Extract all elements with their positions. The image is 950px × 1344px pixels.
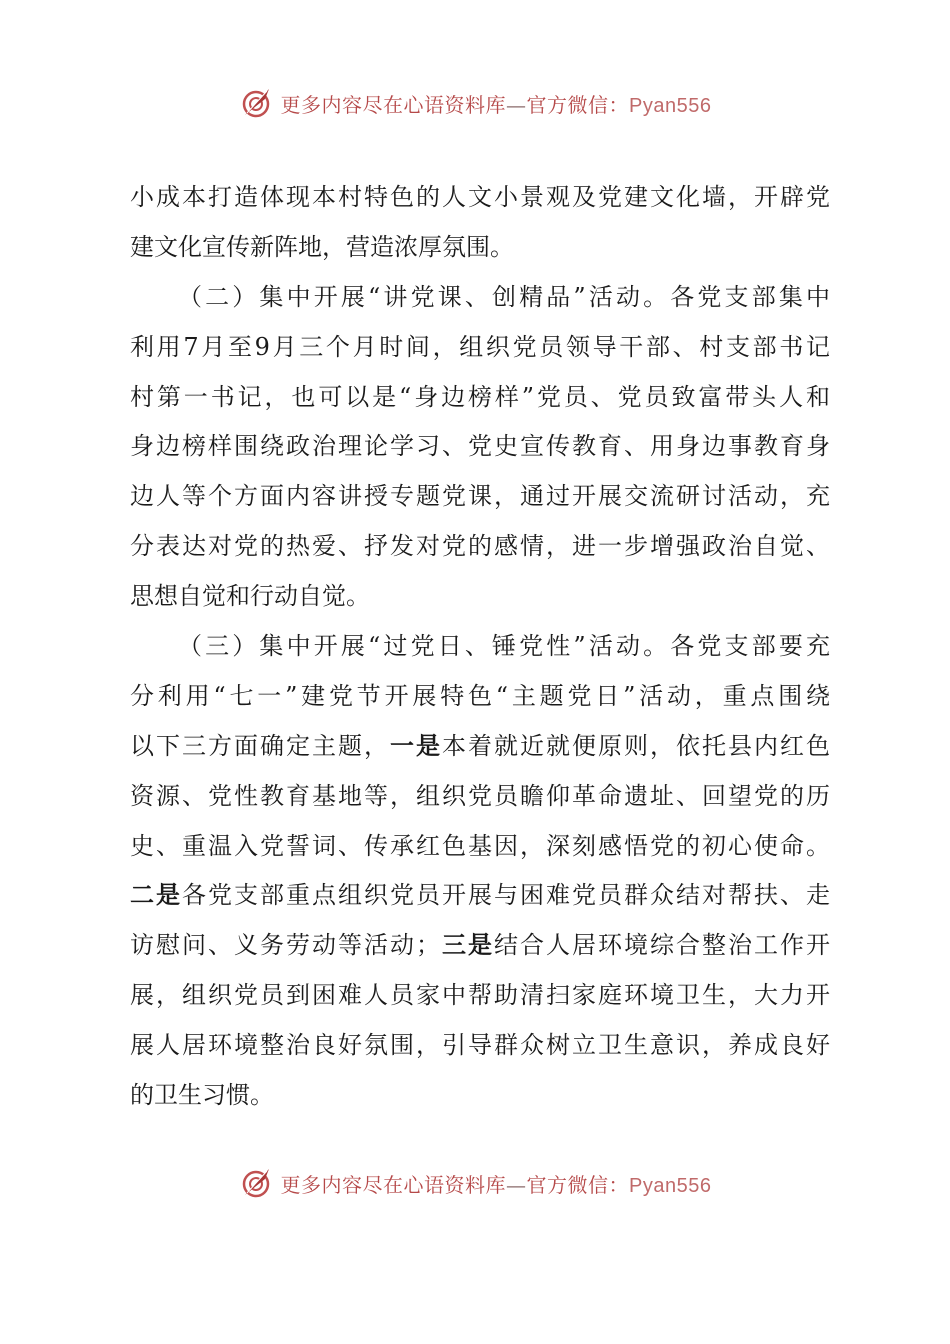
text-line: 分利用“七一”建党节开展特色“主题党日”活动，重点围绕 bbox=[130, 681, 830, 710]
text-segment: 以下三方面确定主题， bbox=[130, 731, 390, 760]
emphasis-first: 一是 bbox=[390, 731, 442, 760]
text-line: 展，组织党员到困难人员家中帮助清扫家庭环境卫生，大力开 bbox=[130, 981, 830, 1010]
footer-banner-text bbox=[281, 1169, 712, 1198]
text-line: 展人居环境整治良好氛围，引导群众树立卫生意识，养成良好 bbox=[130, 1031, 830, 1060]
text-line: 史、重温入党誓词、传承红色基因，深刻感悟党的初心使命。 bbox=[130, 831, 830, 860]
header-banner-wechat-label: 官方微信： bbox=[526, 92, 630, 117]
text-line: （三）集中开展“过党日、锤党性”活动。各党支部要充 bbox=[178, 632, 830, 661]
text-line: 小成本打造体现本村特色的人文小景观及党建文化墙，开辟党 bbox=[130, 183, 830, 211]
header-banner-separator: — bbox=[506, 92, 527, 117]
emphasis-second: 二是 bbox=[130, 881, 182, 910]
quill-logo-icon bbox=[239, 85, 275, 121]
text-segment: 访慰问、义务劳动等活动； bbox=[130, 931, 440, 960]
text-line bbox=[130, 871, 830, 921]
header-banner-text bbox=[281, 89, 712, 118]
header-watermark-banner bbox=[0, 83, 950, 123]
text-line: 边人等个方面内容讲授专题党课，通过开展交流研讨活动，充 bbox=[130, 482, 830, 511]
text-line: 的卫生习惯。 bbox=[130, 1081, 274, 1110]
text-segment: 各党支部重点组织党员开展与困难党员群众结对帮扶、走 bbox=[182, 881, 830, 910]
footer-banner-wechat-label: 官方微信： bbox=[526, 1172, 630, 1197]
text-segment: 本着就近就便原则，依托县内红色 bbox=[442, 731, 830, 760]
text-line: 建文化宣传新阵地，营造浓厚氛围。 bbox=[130, 232, 514, 261]
footer-banner-cn: 更多内容尽在心语资料库 bbox=[280, 1172, 507, 1197]
document-body bbox=[130, 173, 830, 1121]
text-line: 资源、党性教育基地等，组织党员瞻仰革命遗址、回望党的历 bbox=[130, 781, 830, 810]
footer-banner-wechat-id: Pyan556 bbox=[629, 1174, 712, 1197]
quill-logo-icon bbox=[239, 1165, 275, 1201]
text-line bbox=[130, 921, 830, 971]
text-line: 村第一书记，也可以是“身边榜样”党员、党员致富带头人和 bbox=[130, 382, 830, 411]
text-line bbox=[130, 722, 830, 772]
footer-banner-separator: — bbox=[506, 1172, 527, 1197]
text-line: 分表达对党的热爱、抒发对党的感情，进一步增强政治自觉、 bbox=[130, 532, 830, 561]
text-line: （二）集中开展“讲党课、创精品”活动。各党支部集中 bbox=[178, 282, 830, 311]
emphasis-third: 三是 bbox=[440, 931, 494, 960]
header-banner-wechat-id: Pyan556 bbox=[629, 94, 712, 117]
header-banner-cn: 更多内容尽在心语资料库 bbox=[280, 92, 507, 117]
text-line: 利用7月至9月三个月时间，组织党员领导干部、村支部书记 bbox=[130, 332, 830, 361]
text-line: 身边榜样围绕政治理论学习、党史宣传教育、用身边事教育身 bbox=[130, 432, 830, 461]
text-line: 思想自觉和行动自觉。 bbox=[130, 582, 370, 611]
footer-watermark-banner bbox=[0, 1163, 950, 1203]
text-segment: 结合人居环境综合整治工作开 bbox=[494, 931, 830, 960]
